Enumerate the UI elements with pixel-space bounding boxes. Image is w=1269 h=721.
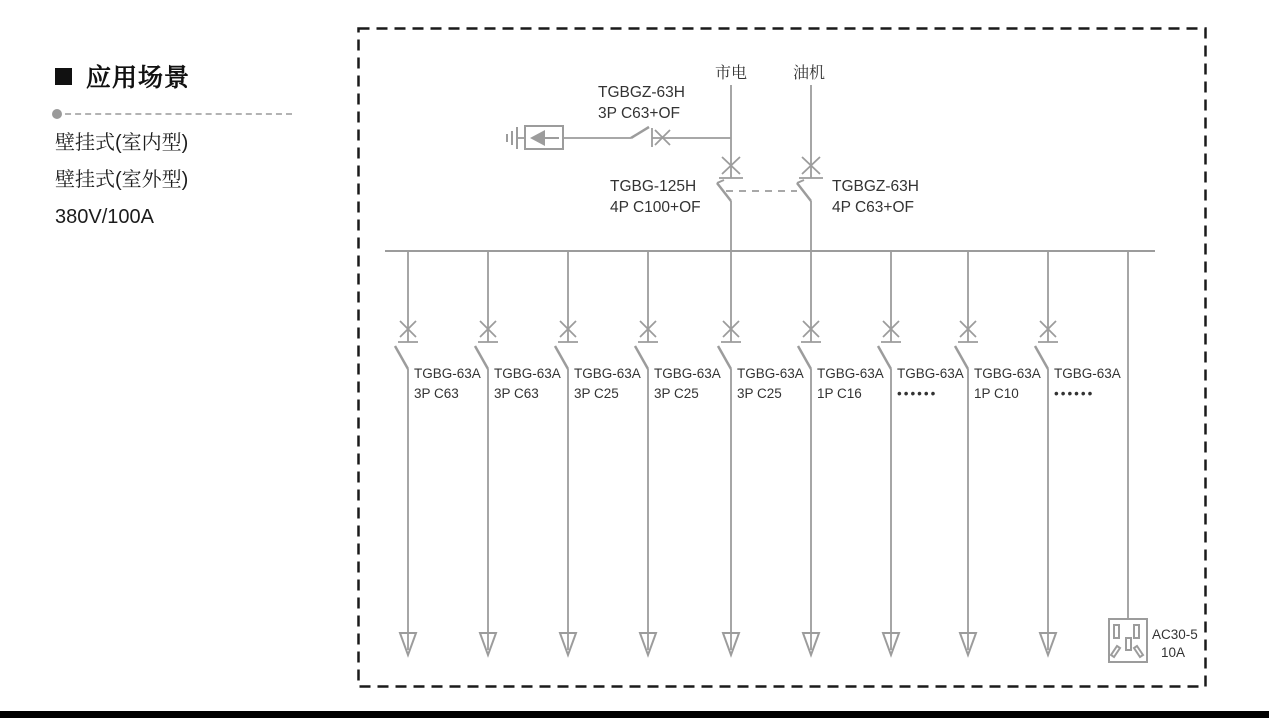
spd-breaker-icon bbox=[563, 127, 731, 147]
generator-transfer-spec-label: 4P C63+OF bbox=[832, 199, 914, 216]
feeder-model-label: TGBG-63A bbox=[1054, 366, 1121, 381]
spec-item-indoor: 壁挂式(室内型) bbox=[55, 132, 189, 154]
feeder-breaker-icon bbox=[718, 251, 741, 655]
spd-breaker-spec-label: 3P C63+OF bbox=[598, 105, 680, 122]
feeder-model-label: TGBG-63A bbox=[494, 366, 561, 381]
feeder-spec-label: 1P C16 bbox=[817, 386, 862, 401]
feeder-breaker-icon bbox=[395, 251, 418, 655]
feeder-model-label: TGBG-63A bbox=[897, 366, 964, 381]
feeder-branch-2 bbox=[475, 251, 561, 655]
feeder-branch-5 bbox=[718, 251, 804, 655]
feeder-model-label: TGBG-63A bbox=[654, 366, 721, 381]
feeder-branch-8 bbox=[955, 251, 1041, 655]
mains-transfer-breaker-icon bbox=[717, 85, 743, 252]
feeder-spec-label: •••••• bbox=[1054, 386, 1095, 401]
generator-source bbox=[793, 64, 919, 252]
feeder-breaker-icon bbox=[635, 251, 658, 655]
section-title: 应用场景 bbox=[86, 64, 191, 92]
feeder-breaker-icon bbox=[475, 251, 498, 655]
generator-transfer-model-label: TGBGZ-63H bbox=[832, 178, 919, 195]
generator-transfer-breaker-icon bbox=[797, 85, 823, 252]
mains-transfer-model-label: TGBG-125H bbox=[610, 178, 697, 195]
socket-outlet-icon bbox=[1109, 619, 1147, 662]
feeder-breaker-icon bbox=[555, 251, 578, 655]
feeder-spec-label: •••••• bbox=[897, 386, 938, 401]
feeder-branch-1 bbox=[395, 251, 481, 655]
feeder-spec-label: 3P C25 bbox=[654, 386, 699, 401]
generator-source-label: 油机 bbox=[792, 65, 826, 82]
feeder-spec-label: 3P C25 bbox=[737, 386, 782, 401]
feeder-branch-3 bbox=[555, 251, 641, 655]
feeder-branch-9 bbox=[1035, 251, 1121, 655]
feeder-model-label: TGBG-63A bbox=[974, 366, 1041, 381]
socket-branch bbox=[1109, 251, 1198, 662]
feeder-model-label: TGBG-63A bbox=[414, 366, 481, 381]
spd-breaker-model-label: TGBGZ-63H bbox=[598, 84, 685, 101]
feeder-spec-label: 3P C63 bbox=[494, 386, 539, 401]
feeder-breaker-icon bbox=[798, 251, 821, 655]
mains-transfer-spec-label: 4P C100+OF bbox=[610, 199, 701, 216]
feeder-branch-7 bbox=[878, 251, 964, 655]
socket-model-label: AC30-5 bbox=[1152, 627, 1198, 642]
feeder-breaker-icon bbox=[1035, 251, 1058, 655]
feeder-spec-label: 3P C25 bbox=[574, 386, 619, 401]
feeder-model-label: TGBG-63A bbox=[737, 366, 804, 381]
spec-item-outdoor: 壁挂式(室外型) bbox=[55, 169, 189, 191]
feeder-breaker-icon bbox=[878, 251, 901, 655]
spd-branch bbox=[507, 84, 731, 149]
surge-protector-icon bbox=[525, 126, 563, 149]
bottom-bar bbox=[0, 711, 1269, 718]
mains-source-label: 市电 bbox=[714, 65, 748, 82]
feeder-branch-4 bbox=[635, 251, 721, 655]
feeder-breaker-icon bbox=[955, 251, 978, 655]
spec-item-rating: 380V/100A bbox=[55, 206, 154, 228]
feeder-model-label: TGBG-63A bbox=[817, 366, 884, 381]
feeder-spec-label: 1P C10 bbox=[974, 386, 1019, 401]
ground-icon bbox=[507, 127, 525, 149]
feeder-model-label: TGBG-63A bbox=[574, 366, 641, 381]
diagram-border bbox=[359, 29, 1206, 687]
socket-rating-label: 10A bbox=[1161, 645, 1186, 660]
feeder-branch-6 bbox=[798, 251, 884, 655]
feeder-spec-label: 3P C63 bbox=[414, 386, 459, 401]
